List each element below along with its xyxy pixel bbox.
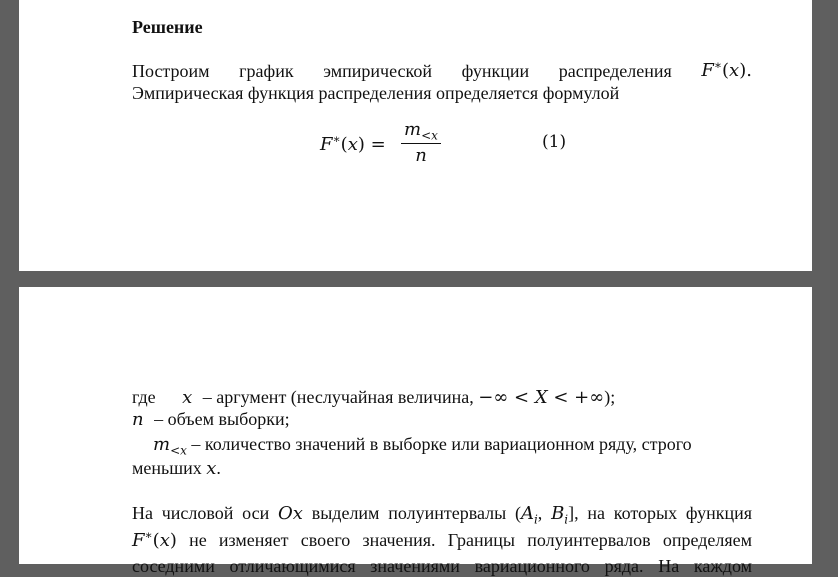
math-inline: F∗(x).	[701, 58, 752, 81]
word: Построим	[132, 61, 210, 81]
section-heading: Решение	[132, 17, 203, 37]
paragraph-line: F∗(x) не изменяет своего значения. Границы полуинтервалов определяем	[132, 528, 752, 551]
word: распределения	[558, 61, 672, 81]
paragraph-line: На числовой оси Ox выделим полуинтервалы ($A_i$, $B_i$], на которых функция	[132, 503, 752, 527]
word: график	[239, 61, 294, 81]
definition-text: – количество значений в выборке или вариационном ряду, строго	[186, 434, 692, 454]
word: эмпирической	[323, 61, 432, 81]
formula-numerator: $m_{<x}$	[404, 119, 438, 143]
document-page-2	[19, 287, 812, 576]
var-x: x	[182, 387, 193, 408]
var-x: x	[206, 458, 217, 479]
formula-lhs: F∗(x) =	[320, 132, 386, 155]
paragraph-line-clipped: соседними отличающимися значениями вариационного ряда. На каждом	[132, 556, 752, 576]
definition-text: меньших	[132, 458, 207, 478]
paragraph-line: Эмпирическая функция распределения определяется формулой	[132, 83, 620, 103]
formula-number: (1)	[542, 132, 567, 152]
var-m-less-x: $m_{<x}$	[153, 434, 187, 458]
paragraph-line	[132, 60, 752, 82]
fraction-bar	[401, 143, 441, 144]
definition-line	[153, 433, 692, 456]
word: функции	[461, 61, 530, 81]
definition-line	[132, 386, 615, 409]
math-range: −∞ < X < +∞	[478, 387, 605, 408]
definition-text: – аргумент (неслучайная величина,	[202, 387, 479, 407]
document-page-1	[19, 0, 812, 271]
definition-line	[132, 457, 221, 480]
var-n: n	[132, 409, 144, 430]
definition-end: .	[216, 458, 221, 478]
definition-end: );	[604, 387, 616, 407]
definition-line	[132, 408, 290, 431]
definition-text: – объем выборки;	[154, 409, 290, 429]
math-inline: F∗(x)	[132, 528, 177, 551]
where-word: где	[132, 387, 156, 407]
formula-denominator: n	[415, 145, 427, 166]
